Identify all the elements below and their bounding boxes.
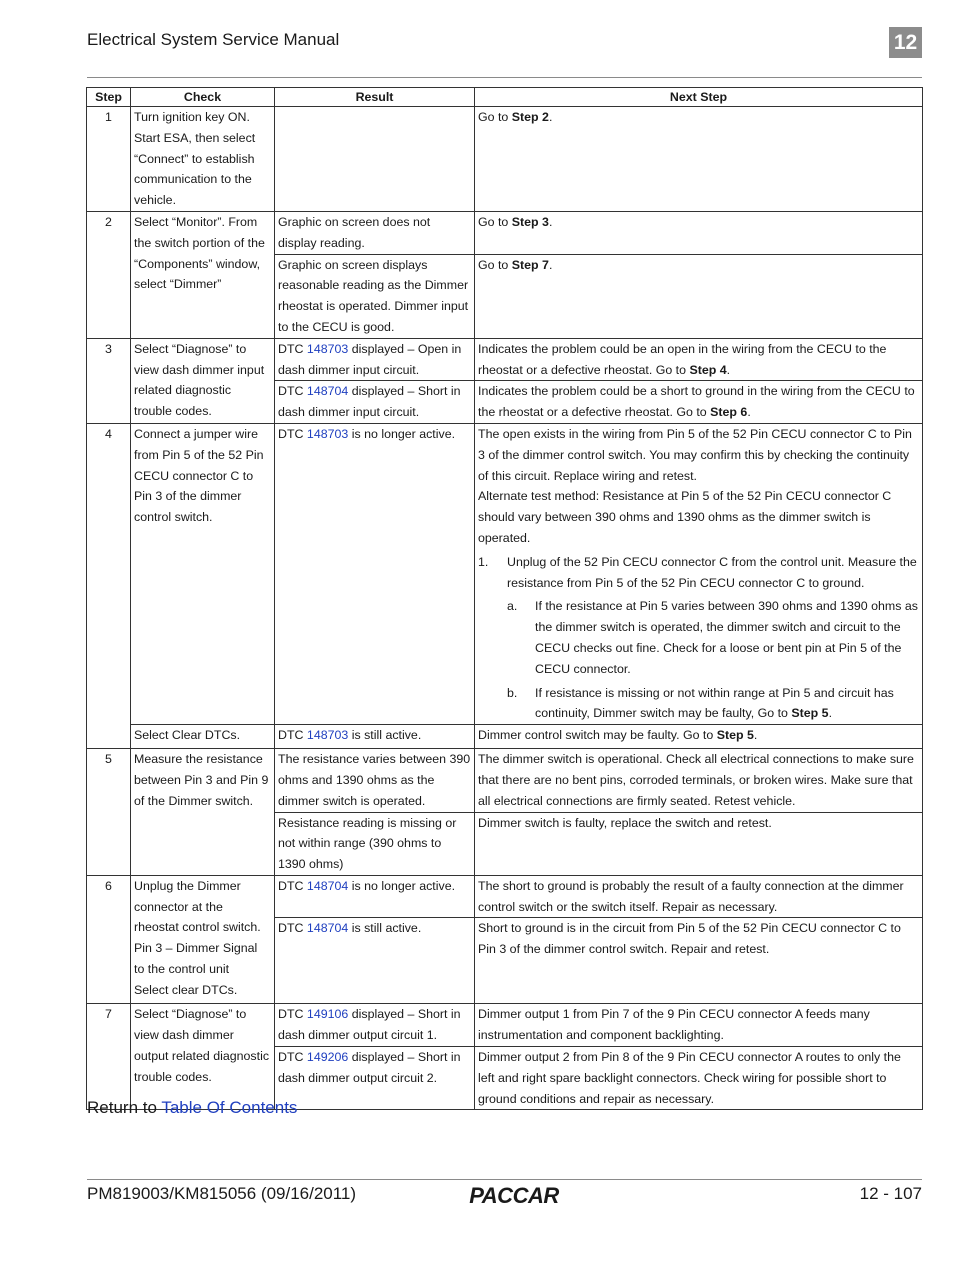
dtc-code-link[interactable]: 148704 bbox=[306, 878, 349, 893]
column-header-result: Result bbox=[275, 88, 475, 107]
table-header-row bbox=[87, 88, 923, 107]
check-cell: Measure the resistance between Pin 3 and Pin 9 of the Dimmer switch. bbox=[131, 749, 275, 876]
next-step-cell: Dimmer output 2 from Pin 8 of the 9 Pin CECU connector A routes to only the left and right spare backlight connectors. Check wiring for possible short to ground conditions and repair as necessary. bbox=[475, 1047, 923, 1110]
footer-divider bbox=[87, 1179, 922, 1180]
result-cell: DTC 148704 is still active. bbox=[275, 918, 475, 1004]
svg-text:PACCAR: PACCAR bbox=[469, 1183, 559, 1207]
table-row bbox=[87, 1004, 923, 1047]
result-cell: DTC 148704 displayed – Short in dash dimmer input circuit. bbox=[275, 381, 475, 424]
list-item: 1. Unplug of the 52 Pin CECU connector C from the control unit. Measure the resistance from Pin 5 of the 52 Pin CECU connector C to ground. bbox=[478, 554, 917, 590]
column-header-check: Check bbox=[131, 88, 275, 107]
next-step-cell bbox=[475, 423, 923, 724]
table-row bbox=[87, 423, 923, 724]
table-row bbox=[87, 875, 923, 918]
step-number: 3 bbox=[87, 338, 131, 423]
next-step-cell: Short to ground is in the circuit from Pin 5 of the 52 Pin CECU connector C to Pin 3 of the dimmer control switch. Repair and retest. bbox=[475, 918, 923, 1004]
step-number: 5 bbox=[87, 749, 131, 876]
diagnostic-steps-table bbox=[86, 87, 923, 1110]
next-step-cell: Indicates the problem could be a short to ground in the wiring from the CECU to the rheostat or a defective rheostat. Go to Step 6. bbox=[475, 381, 923, 424]
table-row bbox=[87, 211, 923, 254]
check-cell: Connect a jumper wire from Pin 5 of the 52 Pin CECU connector C to Pin 3 of the dimmer control switch. bbox=[131, 423, 275, 724]
result-cell: DTC 148703 is no longer active. bbox=[275, 423, 475, 724]
next-step-cell: Dimmer output 1 from Pin 7 of the 9 Pin CECU connector A feeds many instrumentation and component backlighting. bbox=[475, 1004, 923, 1047]
dtc-code-link[interactable]: 148704 bbox=[306, 921, 349, 936]
column-header-next-step: Next Step bbox=[475, 88, 923, 107]
result-cell: Graphic on screen does not display reading. bbox=[275, 211, 475, 254]
table-row bbox=[87, 725, 923, 749]
dtc-code-link[interactable]: 148703 bbox=[306, 426, 349, 441]
check-cell: Turn ignition key ON. Start ESA, then select “Connect” to establish communication to the vehicle. bbox=[131, 107, 275, 212]
result-cell: DTC 148703 displayed – Open in dash dimmer input circuit. bbox=[275, 338, 475, 381]
step-number: 2 bbox=[87, 211, 131, 338]
dtc-code-link[interactable]: 149106 bbox=[306, 1007, 349, 1022]
paragraph: The open exists in the wiring from Pin 5 of the 52 Pin CECU connector C to Pin 3 of the dimmer control switch. You may confirm this by checking the continuity of this circuit. Replace wiring and retest. bbox=[478, 426, 912, 483]
next-step-cell: The short to ground is probably the result of a faulty connection at the dimmer control switch or the switch itself. Repair as necessary. bbox=[475, 875, 923, 918]
check-cell: Select “Diagnose” to view dash dimmer output related diagnostic trouble codes. bbox=[131, 1004, 275, 1110]
dtc-code-link[interactable]: 148703 bbox=[306, 341, 349, 356]
next-step-cell: Go to Step 7. bbox=[475, 254, 923, 338]
result-cell: Resistance reading is missing or not within range (390 ohms to 1390 ohms) bbox=[275, 812, 475, 875]
dtc-code-link[interactable]: 148703 bbox=[306, 728, 349, 743]
next-step-cell: Go to Step 2. bbox=[475, 107, 923, 212]
result-cell: DTC 148703 is still active. bbox=[275, 725, 475, 749]
paccar-logo bbox=[462, 1183, 566, 1207]
table-row bbox=[87, 107, 923, 212]
result-cell: Graphic on screen displays reasonable reading as the Dimmer rheostat is operated. Dimmer input to the CECU is good. bbox=[275, 254, 475, 338]
dtc-code-link[interactable]: 148704 bbox=[306, 384, 349, 399]
next-step-cell: Dimmer switch is faulty, replace the switch and retest. bbox=[475, 812, 923, 875]
next-step-cell: Dimmer control switch may be faulty. Go to Step 5. bbox=[475, 725, 923, 749]
page-number: 12 - 107 bbox=[859, 1184, 922, 1203]
result-cell: DTC 148704 is no longer active. bbox=[275, 875, 475, 918]
check-cell: Select “Diagnose” to view dash dimmer input related diagnostic trouble codes. bbox=[131, 338, 275, 423]
dtc-code-link[interactable]: 149206 bbox=[306, 1050, 349, 1065]
check-cell: Select “Monitor”. From the switch portion of the “Components” window, select “Dimmer” bbox=[131, 211, 275, 338]
manual-title: Electrical System Service Manual bbox=[87, 30, 340, 49]
list-item: b. If resistance is missing or not within range at Pin 5 and circuit has continuity, Dimmer switch may be faulty, Go to Step 5. bbox=[507, 685, 894, 721]
step-number: 4 bbox=[87, 423, 131, 748]
column-header-step: Step bbox=[87, 88, 131, 107]
step-number: 1 bbox=[87, 107, 131, 212]
result-cell: DTC 149106 displayed – Short in dash dimmer output circuit 1. bbox=[275, 1004, 475, 1047]
step-number: 6 bbox=[87, 875, 131, 1004]
table-row bbox=[87, 338, 923, 381]
header-divider bbox=[87, 77, 922, 78]
return-to-toc bbox=[87, 1098, 297, 1118]
check-cell: Select Clear DTCs. bbox=[131, 725, 275, 749]
step-number: 7 bbox=[87, 1004, 131, 1110]
next-step-cell: Go to Step 3. bbox=[475, 211, 923, 254]
check-cell: Unplug the Dimmer connector at the rheostat control switch. Pin 3 – Dimmer Signal to the control unit Select clear DTCs. bbox=[131, 875, 275, 1004]
next-step-cell: Indicates the problem could be an open in the wiring from the CECU to the rheostat or a defective rheostat. Go to Step 4. bbox=[475, 338, 923, 381]
table-row bbox=[87, 749, 923, 812]
result-cell: DTC 149206 displayed – Short in dash dimmer output circuit 2. bbox=[275, 1047, 475, 1110]
result-cell: The resistance varies between 390 ohms and 1390 ohms as the dimmer switch is operated. bbox=[275, 749, 475, 812]
document-id: PM819003/KM815056 (09/16/2011) bbox=[87, 1184, 357, 1203]
return-prefix: Return to bbox=[87, 1098, 162, 1117]
result-cell bbox=[275, 107, 475, 212]
chapter-badge: 12 bbox=[889, 27, 922, 58]
list-item: a. If the resistance at Pin 5 varies between 390 ohms and 1390 ohms as the dimmer switch is operated, the dimmer switch and circuit to the CECU checks out fine. Check for a loose or bent pin at Pin 5 of the CECU connector. bbox=[507, 599, 918, 676]
paragraph: Alternate test method: Resistance at Pin 5 of the 52 Pin CECU connector C should vary between 390 ohms and 1390 ohms as the dimmer switch is operated. bbox=[478, 489, 892, 545]
table-of-contents-link[interactable]: Table Of Contents bbox=[161, 1098, 298, 1117]
next-step-cell: The dimmer switch is operational. Check all electrical connections to make sure that there are no bent pins, corroded terminals, or broken wires. Make sure that all electrical connections are firmly seated. Retest vehicle. bbox=[475, 749, 923, 812]
